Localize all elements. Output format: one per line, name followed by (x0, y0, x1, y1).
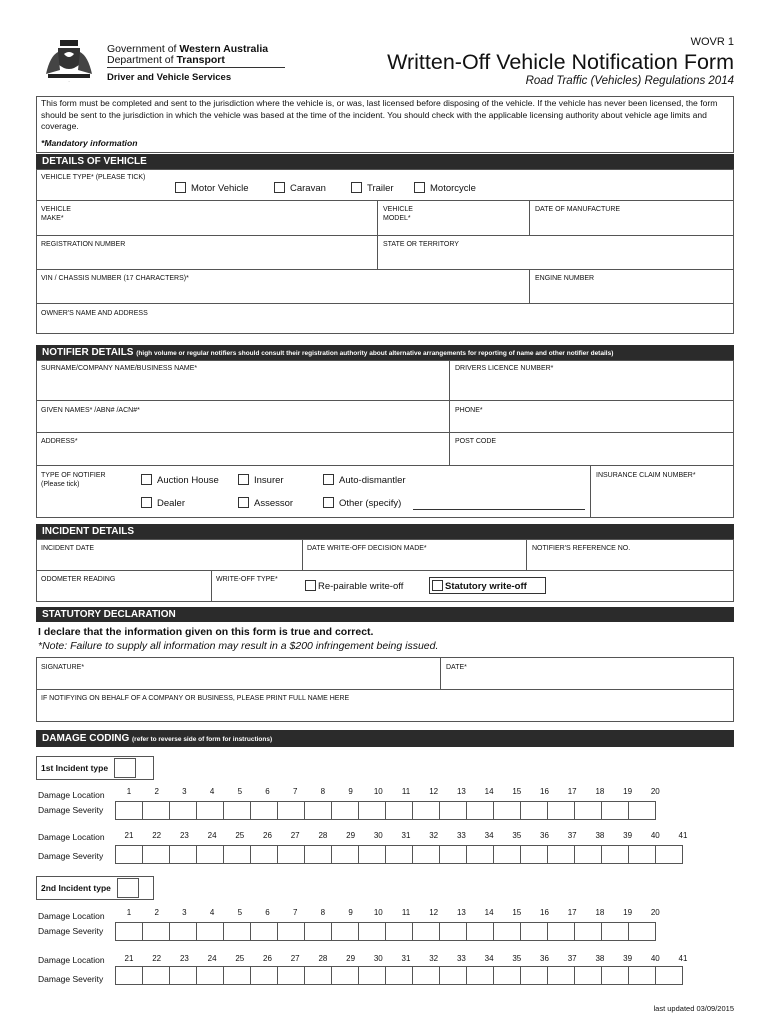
damage-severity-cell[interactable] (250, 801, 278, 820)
damage-severity-cell[interactable] (196, 966, 224, 985)
checkbox[interactable] (414, 182, 425, 193)
damage-severity-label: Damage Severity (38, 805, 104, 815)
severity-grid-1-20 (115, 922, 655, 941)
damage-severity-cell[interactable] (466, 966, 494, 985)
notifier-section-heading: NOTIFIER DETAILS (high volume or regular notifiers should consult their registration authority about alternative arrangements for reporting of name and other notifier details) (36, 345, 734, 360)
engine-number-label[interactable]: ENGINE NUMBER (535, 275, 595, 282)
damage-location-number: 16 (540, 908, 549, 917)
damage-location-number: 10 (373, 787, 383, 796)
damage-severity-cell[interactable] (331, 922, 359, 941)
incident-section-heading: INCIDENT DETAILS (36, 524, 734, 539)
damage-severity-cell[interactable] (142, 966, 170, 985)
signature-label[interactable]: SIGNATURE* (41, 664, 85, 671)
damage-location-number: 3 (182, 908, 187, 917)
damage-location-number: 32 (429, 831, 439, 840)
damage-location-number: 12 (429, 787, 439, 796)
damage-location-number: 37 (567, 954, 577, 963)
damage-severity-label: Damage Severity (38, 974, 104, 984)
phone-label[interactable]: PHONE* (455, 407, 483, 414)
vehicle-type-motor-vehicle[interactable]: Motor Vehicle (175, 182, 249, 195)
damage-location-number: 8 (320, 908, 326, 917)
damage-severity-cell[interactable] (601, 845, 629, 864)
first-incident-type-box[interactable] (114, 758, 136, 778)
damage-location-number: 6 (265, 787, 270, 796)
damage-severity-cell[interactable] (304, 922, 332, 941)
damage-location-number: 35 (512, 831, 522, 840)
damage-location-number: 9 (348, 787, 353, 796)
form-code: WOVR 1 (690, 36, 734, 48)
checkbox[interactable] (141, 474, 152, 485)
damage-location-number: 19 (623, 787, 633, 796)
damage-severity-cell[interactable] (412, 801, 440, 820)
damage-severity-cell[interactable] (466, 801, 494, 820)
damage-severity-cell[interactable] (277, 922, 305, 941)
checkbox[interactable] (141, 497, 152, 508)
damage-location-number: 1 (126, 908, 132, 917)
wa-coat-of-arms-logo (40, 34, 98, 84)
damage-location-number: 26 (263, 954, 272, 963)
damage-severity-label: Damage Severity (38, 851, 104, 861)
damage-severity-cell[interactable] (169, 966, 197, 985)
damage-severity-cell[interactable] (196, 845, 224, 864)
damage-location-number: 28 (318, 831, 328, 840)
damage-location-number: 2 (154, 908, 159, 917)
damage-location-number: 9 (348, 908, 353, 917)
odometer-label[interactable]: ODOMETER READING (41, 576, 116, 583)
date-of-manufacture-label[interactable]: DATE OF MANUFACTURE (535, 206, 621, 213)
damage-location-number: 5 (237, 908, 243, 917)
damage-severity-cell[interactable] (493, 966, 521, 985)
damage-location-number: 18 (595, 787, 605, 796)
damage-location-label: Damage Location (38, 911, 105, 921)
damage-severity-cell[interactable] (358, 845, 386, 864)
damage-severity-cell[interactable] (601, 966, 629, 985)
damage-location-number: 19 (623, 908, 633, 917)
damage-location-number: 16 (540, 787, 549, 796)
damage-location-number: 13 (456, 908, 466, 917)
damage-location-label: Damage Location (38, 832, 105, 842)
intro-text: This form must be completed and sent to the jurisdiction where the vehicle is, or was, last licensed before disposing of the vehicle. If the vehicle has never been licensed, the form should be sent to the jurisdiction in which the vehicle was based at the time of the incident. You should check with the applicable licensing authority about vehicle age limits and coverage. (41, 98, 718, 132)
notifier-type-dealer[interactable]: Dealer (141, 497, 185, 510)
declaration-note: *Note: Failure to supply all information may result in a $200 infringement being issued. (38, 640, 439, 652)
damage-location-number: 29 (346, 954, 356, 963)
surname-label[interactable]: SURNAME/COMPANY NAME/BUSINESS NAME* (41, 365, 198, 372)
damage-severity-cell[interactable] (277, 801, 305, 820)
government-line: Government of Western Australia (107, 43, 269, 55)
damage-severity-cell[interactable] (223, 966, 251, 985)
damage-severity-cell[interactable] (142, 922, 170, 941)
damage-severity-cell[interactable] (520, 845, 548, 864)
postcode-label[interactable]: POST CODE (455, 438, 497, 445)
damage-severity-cell[interactable] (574, 922, 602, 941)
vehicle-make-label[interactable]: VEHICLE MAKE* (41, 206, 71, 222)
state-territory-label[interactable]: STATE OR TERRITORY (383, 241, 459, 248)
damage-location-number: 41 (678, 831, 688, 840)
damage-severity-cell[interactable] (358, 801, 386, 820)
damage-location-number: 36 (540, 831, 549, 840)
damage-location-number: 14 (484, 787, 494, 796)
checkbox[interactable] (238, 474, 249, 485)
damage-location-number: 7 (292, 787, 298, 796)
vehicle-type-caravan[interactable]: Caravan (274, 182, 326, 195)
second-incident-type: 2nd Incident type (36, 876, 154, 900)
damage-severity-cell[interactable] (331, 845, 359, 864)
damage-severity-cell[interactable] (142, 801, 170, 820)
damage-severity-cell[interactable] (601, 801, 629, 820)
damage-severity-cell[interactable] (547, 801, 575, 820)
damage-severity-cell[interactable] (520, 922, 548, 941)
damage-location-number: 11 (401, 908, 411, 917)
writeoff-decision-date-label[interactable]: DATE WRITE-OFF DECISION MADE* (307, 545, 427, 552)
damage-severity-cell[interactable] (250, 966, 278, 985)
damage-location-number: 32 (429, 954, 439, 963)
damage-location-number: 40 (650, 954, 660, 963)
damage-location-number: 28 (318, 954, 328, 963)
damage-severity-cell[interactable] (304, 966, 332, 985)
damage-severity-cell[interactable] (466, 922, 494, 941)
second-incident-type-box[interactable] (117, 878, 139, 898)
damage-location-number: 6 (265, 908, 270, 917)
damage-location-number: 33 (456, 831, 466, 840)
damage-severity-cell[interactable] (655, 966, 683, 985)
notifier-type-other[interactable]: Other (specify) (323, 497, 401, 510)
damage-severity-cell[interactable] (304, 845, 332, 864)
damage-severity-cell[interactable] (358, 966, 386, 985)
checkbox[interactable] (274, 182, 285, 193)
damage-location-number: 7 (292, 908, 298, 917)
writeoff-statutory[interactable]: Statutory write-off (432, 580, 527, 593)
damage-severity-cell[interactable] (277, 966, 305, 985)
notifier-type-auction-house[interactable]: Auction House (141, 474, 219, 487)
mandatory-note: *Mandatory information (41, 138, 138, 148)
damage-location-number: 31 (401, 954, 411, 963)
damage-severity-cell[interactable] (547, 845, 575, 864)
damage-severity-cell[interactable] (412, 845, 440, 864)
vehicle-type-trailer[interactable]: Trailer (351, 182, 394, 195)
form-subtitle: Road Traffic (Vehicles) Regulations 2014 (525, 75, 734, 87)
damage-location-number: 34 (484, 954, 494, 963)
damage-severity-cell[interactable] (574, 801, 602, 820)
damage-severity-cell[interactable] (466, 845, 494, 864)
damage-location-number: 30 (373, 831, 383, 840)
notifier-type-auto-dismantler[interactable]: Auto-dismantler (323, 474, 406, 487)
damage-severity-cell[interactable] (601, 922, 629, 941)
checkbox[interactable] (432, 580, 443, 591)
damage-severity-cell[interactable] (493, 845, 521, 864)
damage-severity-cell[interactable] (223, 922, 251, 941)
department-line: Department of Transport (107, 54, 225, 66)
damage-severity-cell[interactable] (115, 922, 143, 941)
damage-location-number: 36 (540, 954, 549, 963)
damage-severity-cell[interactable] (520, 966, 548, 985)
damage-severity-cell[interactable] (439, 966, 467, 985)
damage-location-number: 18 (595, 908, 605, 917)
damage-severity-cell[interactable] (574, 966, 602, 985)
damage-location-number: 20 (650, 787, 660, 796)
checkbox[interactable] (323, 497, 334, 508)
damage-location-number: 8 (320, 787, 326, 796)
notifier-type-insurer[interactable]: Insurer (238, 474, 284, 487)
damage-severity-cell[interactable] (115, 966, 143, 985)
damage-severity-cell[interactable] (277, 845, 305, 864)
damage-location-number: 30 (373, 954, 383, 963)
damage-severity-cell[interactable] (574, 845, 602, 864)
damage-location-label: Damage Location (38, 790, 105, 800)
first-incident-type: 1st Incident type (36, 756, 154, 780)
damage-severity-cell[interactable] (250, 922, 278, 941)
damage-location-number: 27 (290, 831, 300, 840)
damage-severity-cell[interactable] (169, 922, 197, 941)
vehicle-type-label: VEHICLE TYPE* (PLEASE TICK) (41, 174, 146, 181)
damage-section-heading: DAMAGE CODING (refer to reverse side of form for instructions) (36, 730, 734, 747)
damage-location-number: 25 (235, 954, 245, 963)
damage-location-number: 22 (152, 954, 162, 963)
damage-location-number: 23 (179, 831, 189, 840)
damage-location-number: 12 (429, 908, 439, 917)
damage-severity-label: Damage Severity (38, 926, 104, 936)
damage-severity-cell[interactable] (520, 801, 548, 820)
damage-location-number: 2 (154, 787, 159, 796)
damage-severity-cell[interactable] (628, 922, 656, 941)
damage-severity-cell[interactable] (385, 922, 413, 941)
damage-location-number: 22 (152, 831, 162, 840)
damage-location-number: 35 (512, 954, 522, 963)
damage-severity-cell[interactable] (223, 845, 251, 864)
damage-location-number: 14 (484, 908, 494, 917)
vehicle-section-heading: DETAILS OF VEHICLE (36, 154, 734, 169)
damage-location-number: 40 (650, 831, 660, 840)
given-names-label[interactable]: GIVEN NAMES* /ABN# /ACN#* (41, 407, 140, 414)
damage-location-number: 15 (512, 787, 522, 796)
checkbox[interactable] (175, 182, 186, 193)
damage-severity-cell[interactable] (628, 845, 656, 864)
damage-severity-cell[interactable] (196, 922, 224, 941)
last-updated: last updated 03/09/2015 (653, 1004, 734, 1013)
severity-grid-21-41 (115, 966, 682, 985)
writeoff-type-label: WRITE-OFF TYPE* (216, 576, 278, 583)
damage-location-number: 17 (567, 908, 577, 917)
severity-grid-21-41 (115, 845, 682, 864)
damage-location-number: 15 (512, 908, 522, 917)
damage-severity-cell[interactable] (223, 801, 251, 820)
damage-location-number: 20 (650, 908, 660, 917)
damage-location-number: 31 (401, 831, 411, 840)
damage-location-number: 29 (346, 831, 356, 840)
damage-severity-cell[interactable] (547, 922, 575, 941)
damage-severity-cell[interactable] (439, 845, 467, 864)
damage-severity-cell[interactable] (115, 845, 143, 864)
damage-severity-cell[interactable] (331, 801, 359, 820)
owner-name-address-label[interactable]: OWNER'S NAME AND ADDRESS (41, 310, 148, 317)
damage-location-number: 11 (401, 787, 411, 796)
damage-location-number: 1 (126, 787, 132, 796)
damage-severity-cell[interactable] (115, 801, 143, 820)
damage-location-number: 25 (235, 831, 245, 840)
damage-location-number: 39 (623, 954, 633, 963)
damage-severity-cell[interactable] (304, 801, 332, 820)
damage-location-label: Damage Location (38, 955, 105, 965)
checkbox[interactable] (305, 580, 316, 591)
damage-location-number: 39 (623, 831, 633, 840)
registration-number-label[interactable]: REGISTRATION NUMBER (41, 241, 126, 248)
damage-location-number: 21 (124, 831, 134, 840)
damage-location-number: 24 (207, 954, 217, 963)
damage-location-number: 37 (567, 831, 577, 840)
other-specify-line[interactable] (413, 509, 585, 510)
damage-location-number: 33 (456, 954, 466, 963)
damage-severity-cell[interactable] (331, 966, 359, 985)
checkbox[interactable] (351, 182, 362, 193)
damage-location-number: 23 (179, 954, 189, 963)
drivers-licence-label[interactable]: DRIVERS LICENCE NUMBER* (455, 365, 554, 372)
vin-label[interactable]: VIN / CHASSIS NUMBER (17 CHARACTERS)* (41, 275, 189, 282)
damage-location-number: 26 (263, 831, 272, 840)
damage-severity-cell[interactable] (439, 922, 467, 941)
damage-location-number: 41 (678, 954, 688, 963)
damage-severity-cell[interactable] (628, 801, 656, 820)
vehicle-model-label[interactable]: VEHICLE MODEL* (383, 206, 413, 222)
company-fullname-label[interactable]: IF NOTIFYING ON BEHALF OF A COMPANY OR BUSINESS, PLEASE PRINT FULL NAME HERE (41, 695, 350, 702)
division-name: Driver and Vehicle Services (107, 72, 232, 83)
form-title: Written-Off Vehicle Notification Form (387, 50, 734, 74)
damage-location-number: 24 (207, 831, 217, 840)
vehicle-type-motorcycle[interactable]: Motorcycle (414, 182, 476, 195)
damage-severity-cell[interactable] (439, 801, 467, 820)
damage-severity-cell[interactable] (142, 845, 170, 864)
damage-severity-cell[interactable] (385, 966, 413, 985)
damage-location-number: 38 (595, 954, 605, 963)
damage-severity-cell[interactable] (358, 922, 386, 941)
damage-severity-cell[interactable] (547, 966, 575, 985)
notifier-type-assessor[interactable]: Assessor (238, 497, 293, 510)
insurance-claim-label[interactable]: INSURANCE CLAIM NUMBER* (596, 472, 696, 479)
damage-location-number: 17 (567, 787, 577, 796)
severity-grid-1-20 (115, 801, 655, 820)
damage-severity-cell[interactable] (493, 922, 521, 941)
checkbox[interactable] (238, 497, 249, 508)
damage-location-number: 34 (484, 831, 494, 840)
svg-text:·: · (68, 79, 70, 84)
damage-location-number: 21 (124, 954, 134, 963)
incident-date-label[interactable]: INCIDENT DATE (41, 545, 95, 552)
damage-location-number: 27 (290, 954, 300, 963)
damage-location-number: 5 (237, 787, 243, 796)
notifier-reference-label[interactable]: NOTIFIER'S REFERENCE NO. (532, 545, 631, 552)
damage-location-number: 3 (182, 787, 187, 796)
damage-location-number: 38 (595, 831, 605, 840)
damage-severity-cell[interactable] (412, 922, 440, 941)
damage-severity-cell[interactable] (493, 801, 521, 820)
declaration-statement: I declare that the information given on this form is true and correct. (38, 626, 374, 638)
writeoff-repairable[interactable]: Re-pairable write-off (305, 580, 403, 593)
damage-severity-cell[interactable] (655, 845, 683, 864)
damage-severity-cell[interactable] (196, 801, 224, 820)
damage-severity-cell[interactable] (169, 845, 197, 864)
damage-severity-cell[interactable] (628, 966, 656, 985)
notifier-type-label: TYPE OF NOTIFIER (Please tick) (41, 472, 106, 488)
damage-location-number: 10 (373, 908, 383, 917)
damage-location-number: 13 (456, 787, 466, 796)
damage-location-number: 4 (209, 908, 215, 917)
declaration-date-label[interactable]: DATE* (446, 664, 467, 671)
declaration-section-heading: STATUTORY DECLARATION (36, 607, 734, 622)
damage-severity-cell[interactable] (250, 845, 278, 864)
damage-location-number: 4 (209, 787, 215, 796)
damage-severity-cell[interactable] (412, 966, 440, 985)
address-label[interactable]: ADDRESS* (41, 438, 78, 445)
damage-severity-cell[interactable] (385, 845, 413, 864)
checkbox[interactable] (323, 474, 334, 485)
damage-severity-cell[interactable] (385, 801, 413, 820)
damage-severity-cell[interactable] (169, 801, 197, 820)
